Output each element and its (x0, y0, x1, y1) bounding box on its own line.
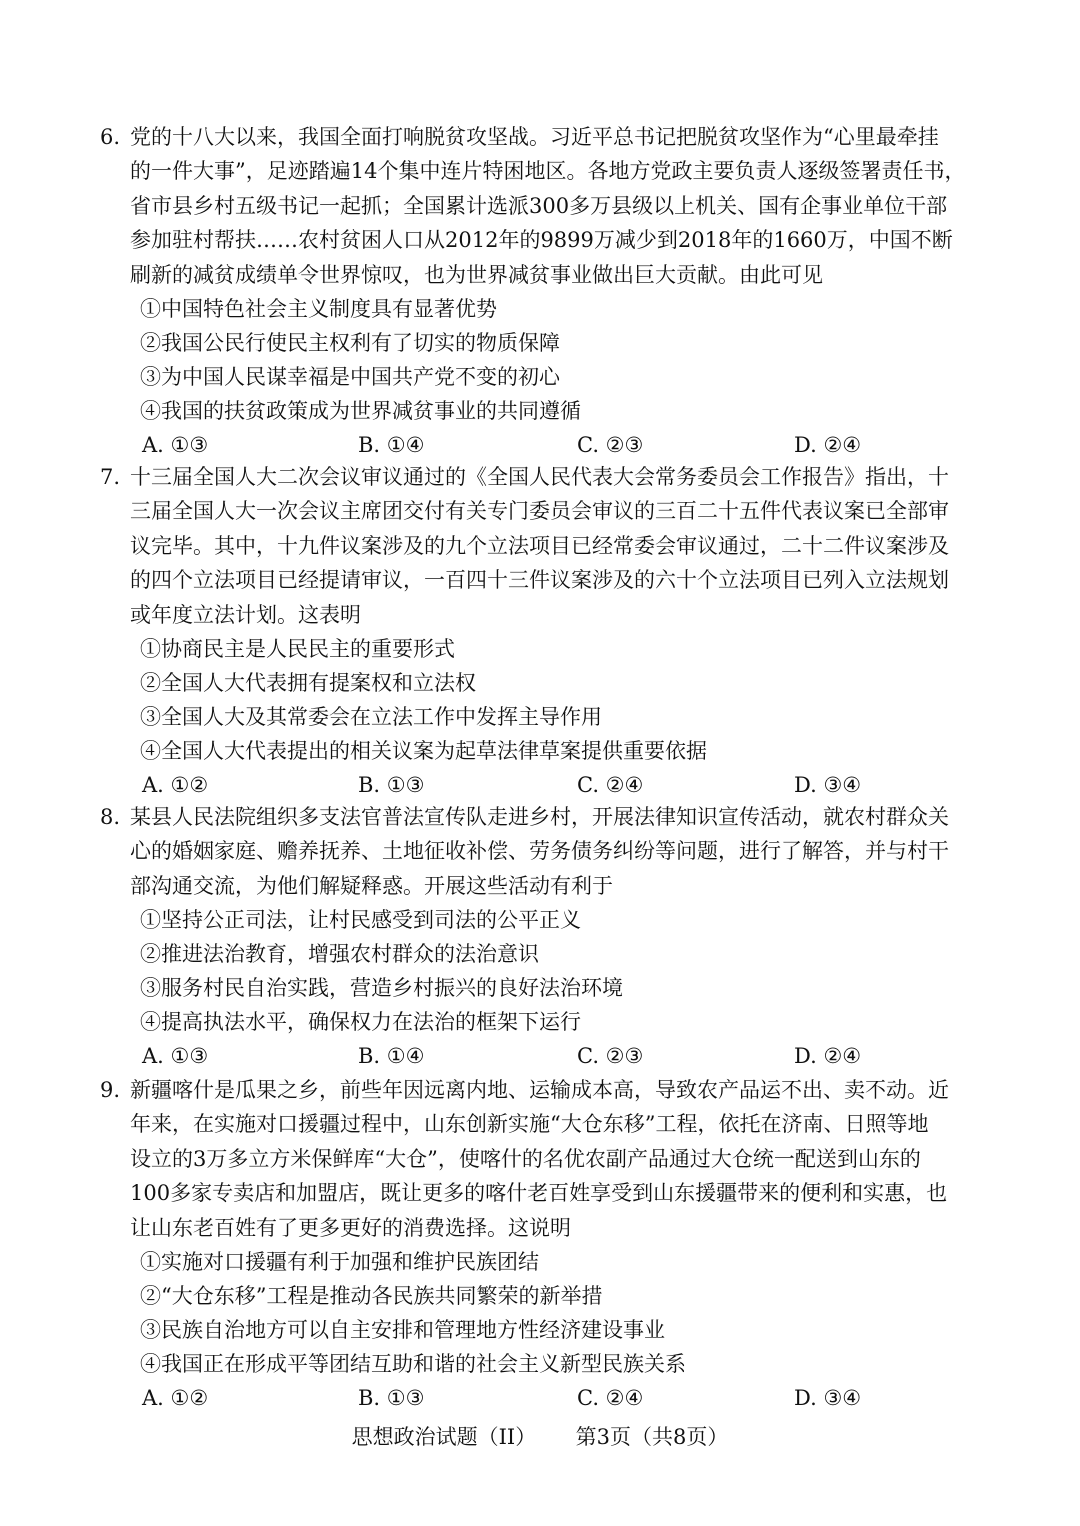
statement-list (140, 903, 990, 1039)
question-stem: 某县人民法院组织多支法官普法宣传队走进乡村，开展法律知识宣传活动，就农村群众关 心的婚姻家庭、赡养抚养、土地征收补偿、劳务债务纠纷等问题，进行了解答，并与村干 部沟通交流，为他们解疑释惑。开展这些活动有利于 (130, 805, 949, 898)
question-6 (100, 120, 990, 462)
choice-d: D. ②④ (794, 1044, 862, 1069)
choice-a: A. ①③ (142, 1044, 209, 1069)
statement-list (140, 632, 990, 768)
choice-d: D. ③④ (794, 773, 862, 798)
statement-3: ③服务村民自治实践，营造乡村振兴的良好法治环境 (140, 976, 623, 1001)
question-number: 6. (100, 125, 121, 149)
statement-1: ①实施对口援疆有利于加强和维护民族团结 (140, 1250, 539, 1275)
question-7 (100, 460, 990, 802)
question-stem: 十三届全国人大二次会议审议通过的《全国人民代表大会常务委员会工作报告》指出，十 三届全国人大一次会议主席团交付有关专门委员会审议的三百二十五件代表议案已全部审 议完毕。其中，十九件议案涉及的九个立法项目已经常委会审议通过，二十二件议案涉及 的四个立法项目已经提请审议，一百四十三件议案涉及的六十个立法项目已列入立法规划 或年度立法计划。这表明 (130, 465, 949, 627)
choice-c: C. ②③ (577, 433, 644, 458)
statement-2: ②全国人大代表拥有提案权和立法权 (140, 671, 476, 696)
statement-3: ③民族自治地方可以自主安排和管理地方性经济建设事业 (140, 1318, 665, 1343)
statement-3: ③全国人大及其常委会在立法工作中发挥主导作用 (140, 705, 602, 730)
statement-4: ④我国的扶贫政策成为世界减贫事业的共同遵循 (140, 399, 581, 424)
statement-3: ③为中国人民谋幸福是中国共产党不变的初心 (140, 365, 560, 390)
choice-d: D. ③④ (794, 1386, 862, 1411)
statement-2: ②“大仓东移”工程是推动各民族共同繁荣的新举措 (140, 1284, 603, 1309)
statement-2: ②推进法治教育，增强农村群众的法治意识 (140, 942, 539, 967)
question-stem: 新疆喀什是瓜果之乡，前些年因远离内地、运输成本高，导致农产品运不出、卖不动。近 年来，在实施对口援疆过程中，山东创新实施“大仓东移”工程，依托在济南、日照等地 设立的3万多立方米保鲜库“大仓”，使喀什的名优农副产品通过大仓统一配送到山东的 100多家专卖店和加盟店，既让更多的喀什老百姓享受到山东援疆带来的便利和实惠，也 让山东老百姓有了更多更好的消费选择。这说明 (130, 1078, 949, 1240)
statement-1: ①中国特色社会主义制度具有显著优势 (140, 297, 497, 322)
statement-4: ④提高执法水平，确保权力在法治的框架下运行 (140, 1010, 581, 1035)
exam-title: 思想政治试题（II） (351, 1425, 537, 1449)
choice-b: B. ①③ (358, 773, 425, 798)
choice-c: C. ②④ (577, 1386, 644, 1411)
question-number: 9. (100, 1078, 121, 1102)
choice-c: C. ②③ (577, 1044, 644, 1069)
answer-choices (100, 1381, 990, 1415)
question-8 (100, 800, 990, 1073)
question-number: 8. (100, 805, 121, 829)
page-footer (0, 1420, 1080, 1454)
answer-choices (100, 768, 990, 802)
statement-4: ④我国正在形成平等团结互助和谐的社会主义新型民族关系 (140, 1352, 686, 1377)
statement-2: ②我国公民行使民主权利有了切实的物质保障 (140, 331, 560, 356)
choice-a: A. ①② (142, 773, 209, 798)
choice-c: C. ②④ (577, 773, 644, 798)
statement-4: ④全国人大代表提出的相关议案为起草法律草案提供重要依据 (140, 739, 707, 764)
choice-b: B. ①④ (358, 433, 425, 458)
statement-list (140, 292, 990, 428)
choice-a: A. ①③ (142, 433, 209, 458)
statement-1: ①协商民主是人民民主的重要形式 (140, 637, 455, 662)
choice-b: B. ①④ (358, 1044, 425, 1069)
statement-1: ①坚持公正司法，让村民感受到司法的公平正义 (140, 908, 581, 933)
question-stem: 党的十八大以来，我国全面打响脱贫攻坚战。习近平总书记把脱贫攻坚作为“心里最牵挂 的一件大事”，足迹踏遍14个集中连片特困地区。各地方党政主要负责人逐级签署责任书， 省市县乡村五级书记一起抓；全国累计选派300多万县级以上机关、国有企事业单位干部 参加驻村帮扶……农村贫困人口从2012年的9899万减少到2018年的1660万，中国不断 刷新的减贫成绩单令世界惊叹，也为世界减贫事业做出巨大贡献。由此可见 (130, 125, 966, 287)
answer-choices (100, 428, 990, 462)
question-number: 7. (100, 465, 121, 489)
question-9 (100, 1073, 990, 1415)
choice-b: B. ①③ (358, 1386, 425, 1411)
choice-a: A. ①② (142, 1386, 209, 1411)
page-number: 第3页（共8页） (575, 1425, 729, 1449)
statement-list (140, 1245, 990, 1381)
answer-choices (100, 1039, 990, 1073)
choice-d: D. ②④ (794, 433, 862, 458)
